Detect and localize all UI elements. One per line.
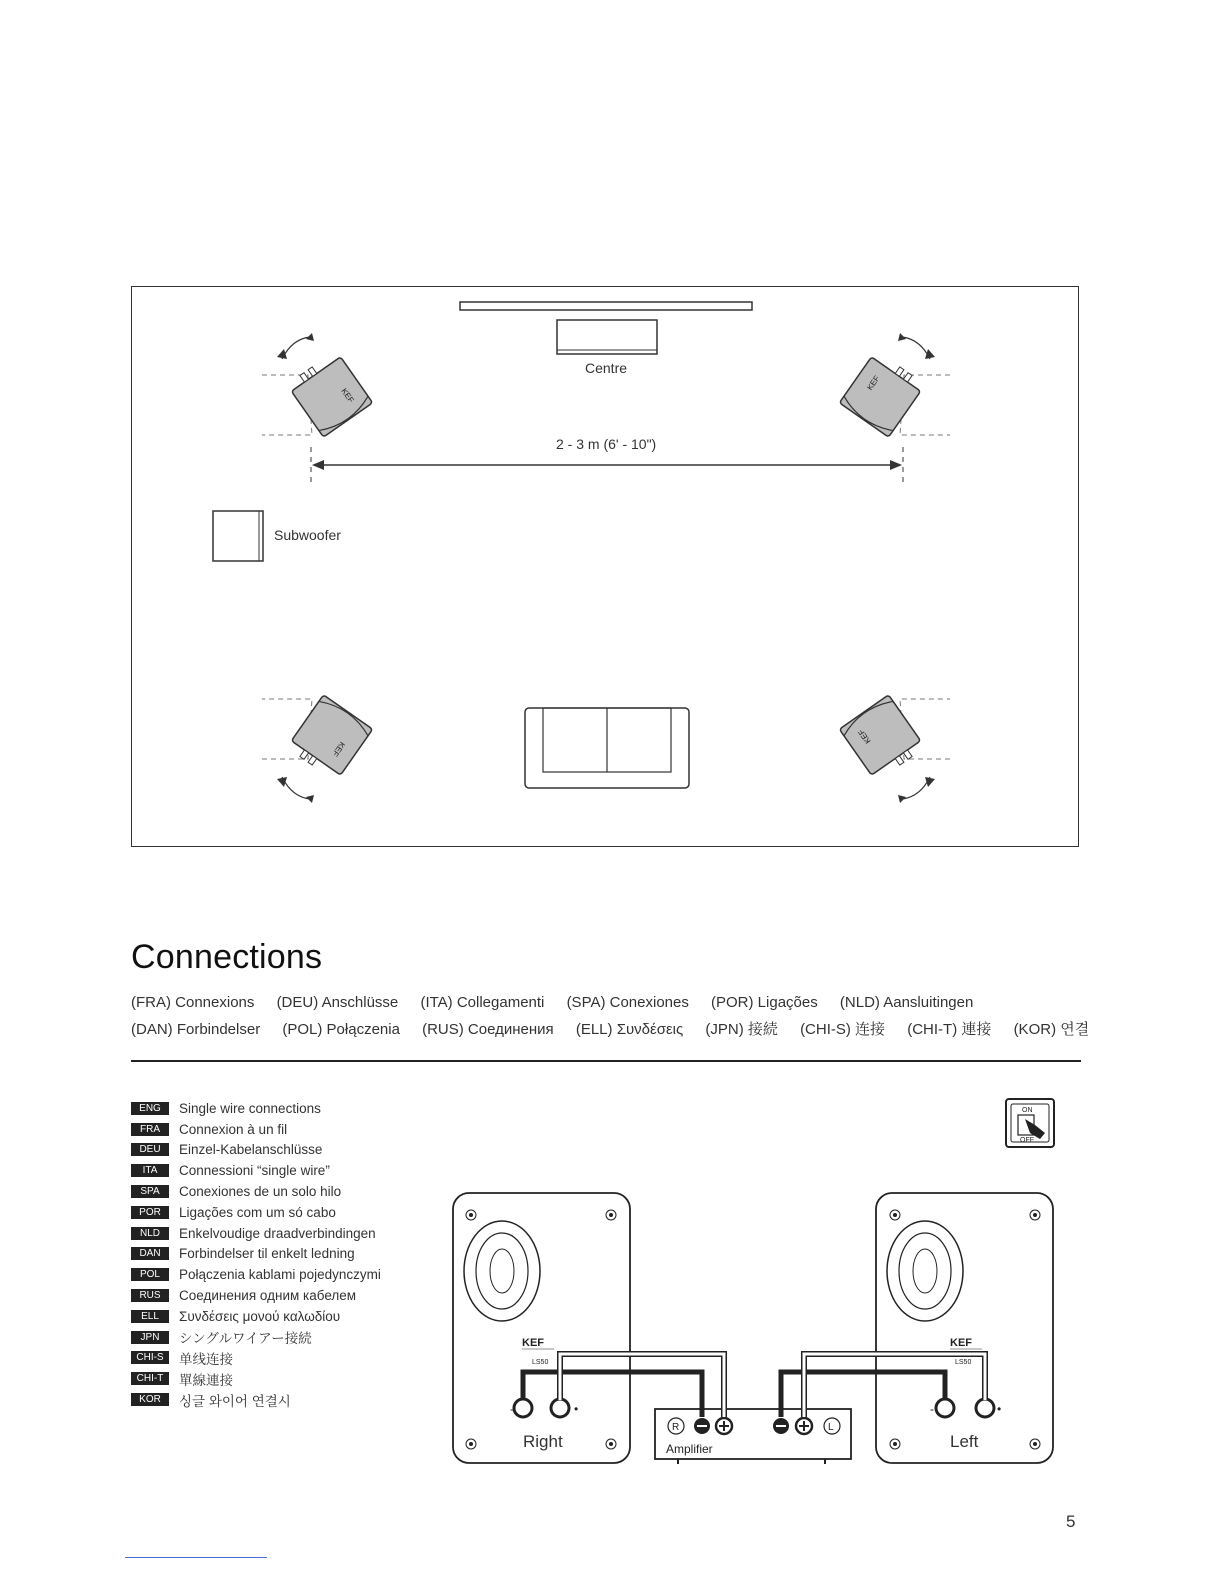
list-item [131,1285,381,1306]
list-item-text: Connessioni “single wire” [179,1163,330,1179]
language-code: DAN [131,1247,169,1260]
list-item [131,1264,381,1285]
translation-jpn: (JPN) 接続 [705,1021,778,1038]
list-item [131,1160,381,1181]
translation-ell: (ELL) Συνδέσεις [575,1021,684,1038]
translations-line-1 [131,994,991,1011]
right-speaker-back [453,1193,630,1463]
svg-text:-: - [930,1402,934,1416]
language-code: ELL [131,1310,169,1323]
svg-text:KEF: KEF [339,386,356,405]
sofa [525,708,689,788]
svg-text:KEF: KEF [330,740,347,759]
language-code: JPN [131,1331,169,1344]
translations-line-2 [131,1018,1107,1039]
translation-fra: (FRA) Connexions [131,994,255,1011]
subwoofer-label: Subwoofer [274,527,341,543]
translation-deu: (DEU) Anschlüsse [276,994,399,1011]
list-item-text: Enkelvoudige draadverbindingen [179,1225,376,1241]
footer-line [125,1557,267,1558]
list-item [131,1202,381,1223]
list-item [131,1368,381,1389]
switch-off-label: OFF [1020,1137,1034,1144]
right-brand-label: KEF [522,1337,544,1349]
svg-text:•: • [574,1402,579,1416]
section-divider [131,1060,1081,1062]
page-number: 5 [1066,1512,1076,1531]
distance-label: 2 - 3 m (6' - 10") [556,436,657,452]
left-model-label: LS50 [955,1359,972,1366]
language-code: POR [131,1206,169,1219]
centre-label: Centre [585,360,628,376]
translation-ita: (ITA) Collegamenti [420,994,545,1011]
translation-spa: (SPA) Conexiones [566,994,689,1011]
language-code: RUS [131,1289,169,1302]
translation-rus: (RUS) Соединения [422,1021,554,1038]
left-speaker-back [876,1193,1053,1463]
list-item-text: Single wire connections [179,1100,321,1116]
list-item-text: Ligações com um só cabo [179,1204,336,1220]
left-label: Left [950,1432,979,1451]
svg-text:KEF: KEF [856,727,873,746]
svg-text:•: • [997,1402,1002,1416]
list-item [131,1306,381,1327]
svg-text:KEF: KEF [865,373,882,392]
translation-chi-s: (CHI-S) 连接 [800,1021,886,1038]
language-code: SPA [131,1185,169,1198]
list-item [131,1140,381,1161]
list-item-text: Einzel-Kabelanschlüsse [179,1142,323,1158]
right-label: Right [523,1432,563,1451]
translation-chi-t: (CHI-T) 連接 [907,1021,992,1038]
power-switch-icon [1006,1099,1054,1147]
list-item-text: Połączenia kablami pojedynczymi [179,1267,381,1283]
translation-dan: (DAN) Forbindelser [131,1021,261,1038]
list-item [131,1223,381,1244]
list-item [131,1119,381,1140]
language-code: ITA [131,1164,169,1177]
switch-on-label: ON [1022,1107,1033,1114]
single-wire-list [131,1098,381,1410]
language-code: CHI-T [131,1372,169,1385]
amplifier [655,1409,851,1464]
list-item-text: 單線連接 [179,1372,233,1388]
list-item-text: Conexiones de un solo hilo [179,1184,342,1200]
translation-por: (POR) Ligações [711,994,818,1011]
list-item [131,1244,381,1265]
list-item-text: Forbindelser til enkelt ledning [179,1246,355,1262]
language-code: KOR [131,1393,169,1406]
list-item [131,1327,381,1348]
list-item-text: Connexion à un fil [179,1121,288,1137]
front-left-speaker [262,333,373,437]
list-item-text: 싱글 와이어 연결시 [179,1393,291,1409]
list-item-text: 单线连接 [179,1351,233,1367]
list-item [131,1389,381,1410]
rear-right-speaker [839,695,950,803]
centre-speaker [557,320,657,354]
svg-text:-: - [510,1402,514,1416]
wiring-diagram [450,1095,1060,1470]
tv-screen [460,302,752,310]
translation-nld: (NLD) Aansluitingen [839,994,974,1011]
list-item [131,1348,381,1369]
list-item [131,1181,381,1202]
list-item [131,1098,381,1119]
left-brand-label: KEF [950,1337,972,1349]
rear-left-speaker [262,695,373,803]
room-layout-diagram [131,286,1079,847]
translation-kor: (KOR) 연결 [1013,1021,1090,1038]
right-model-label: LS50 [532,1359,549,1366]
list-item-text: Συνδέσεις μονού καλωδίου [179,1308,341,1324]
amplifier-label: Amplifier [666,1442,713,1456]
language-code: FRA [131,1123,169,1136]
list-item-text: Соединения одним кабелем [179,1288,357,1304]
subwoofer [213,511,263,561]
front-right-speaker [839,333,950,437]
amp-l-label: L [828,1422,834,1433]
amp-r-label: R [672,1422,680,1433]
language-code: ENG [131,1102,169,1115]
language-code: DEU [131,1143,169,1156]
translation-pol: (POL) Połączenia [282,1021,400,1038]
page-title: Connections [131,938,323,976]
language-code: POL [131,1268,169,1281]
language-code: CHI-S [131,1351,169,1364]
list-item-text: シングルワイアー接続 [179,1331,312,1347]
language-code: NLD [131,1227,169,1240]
